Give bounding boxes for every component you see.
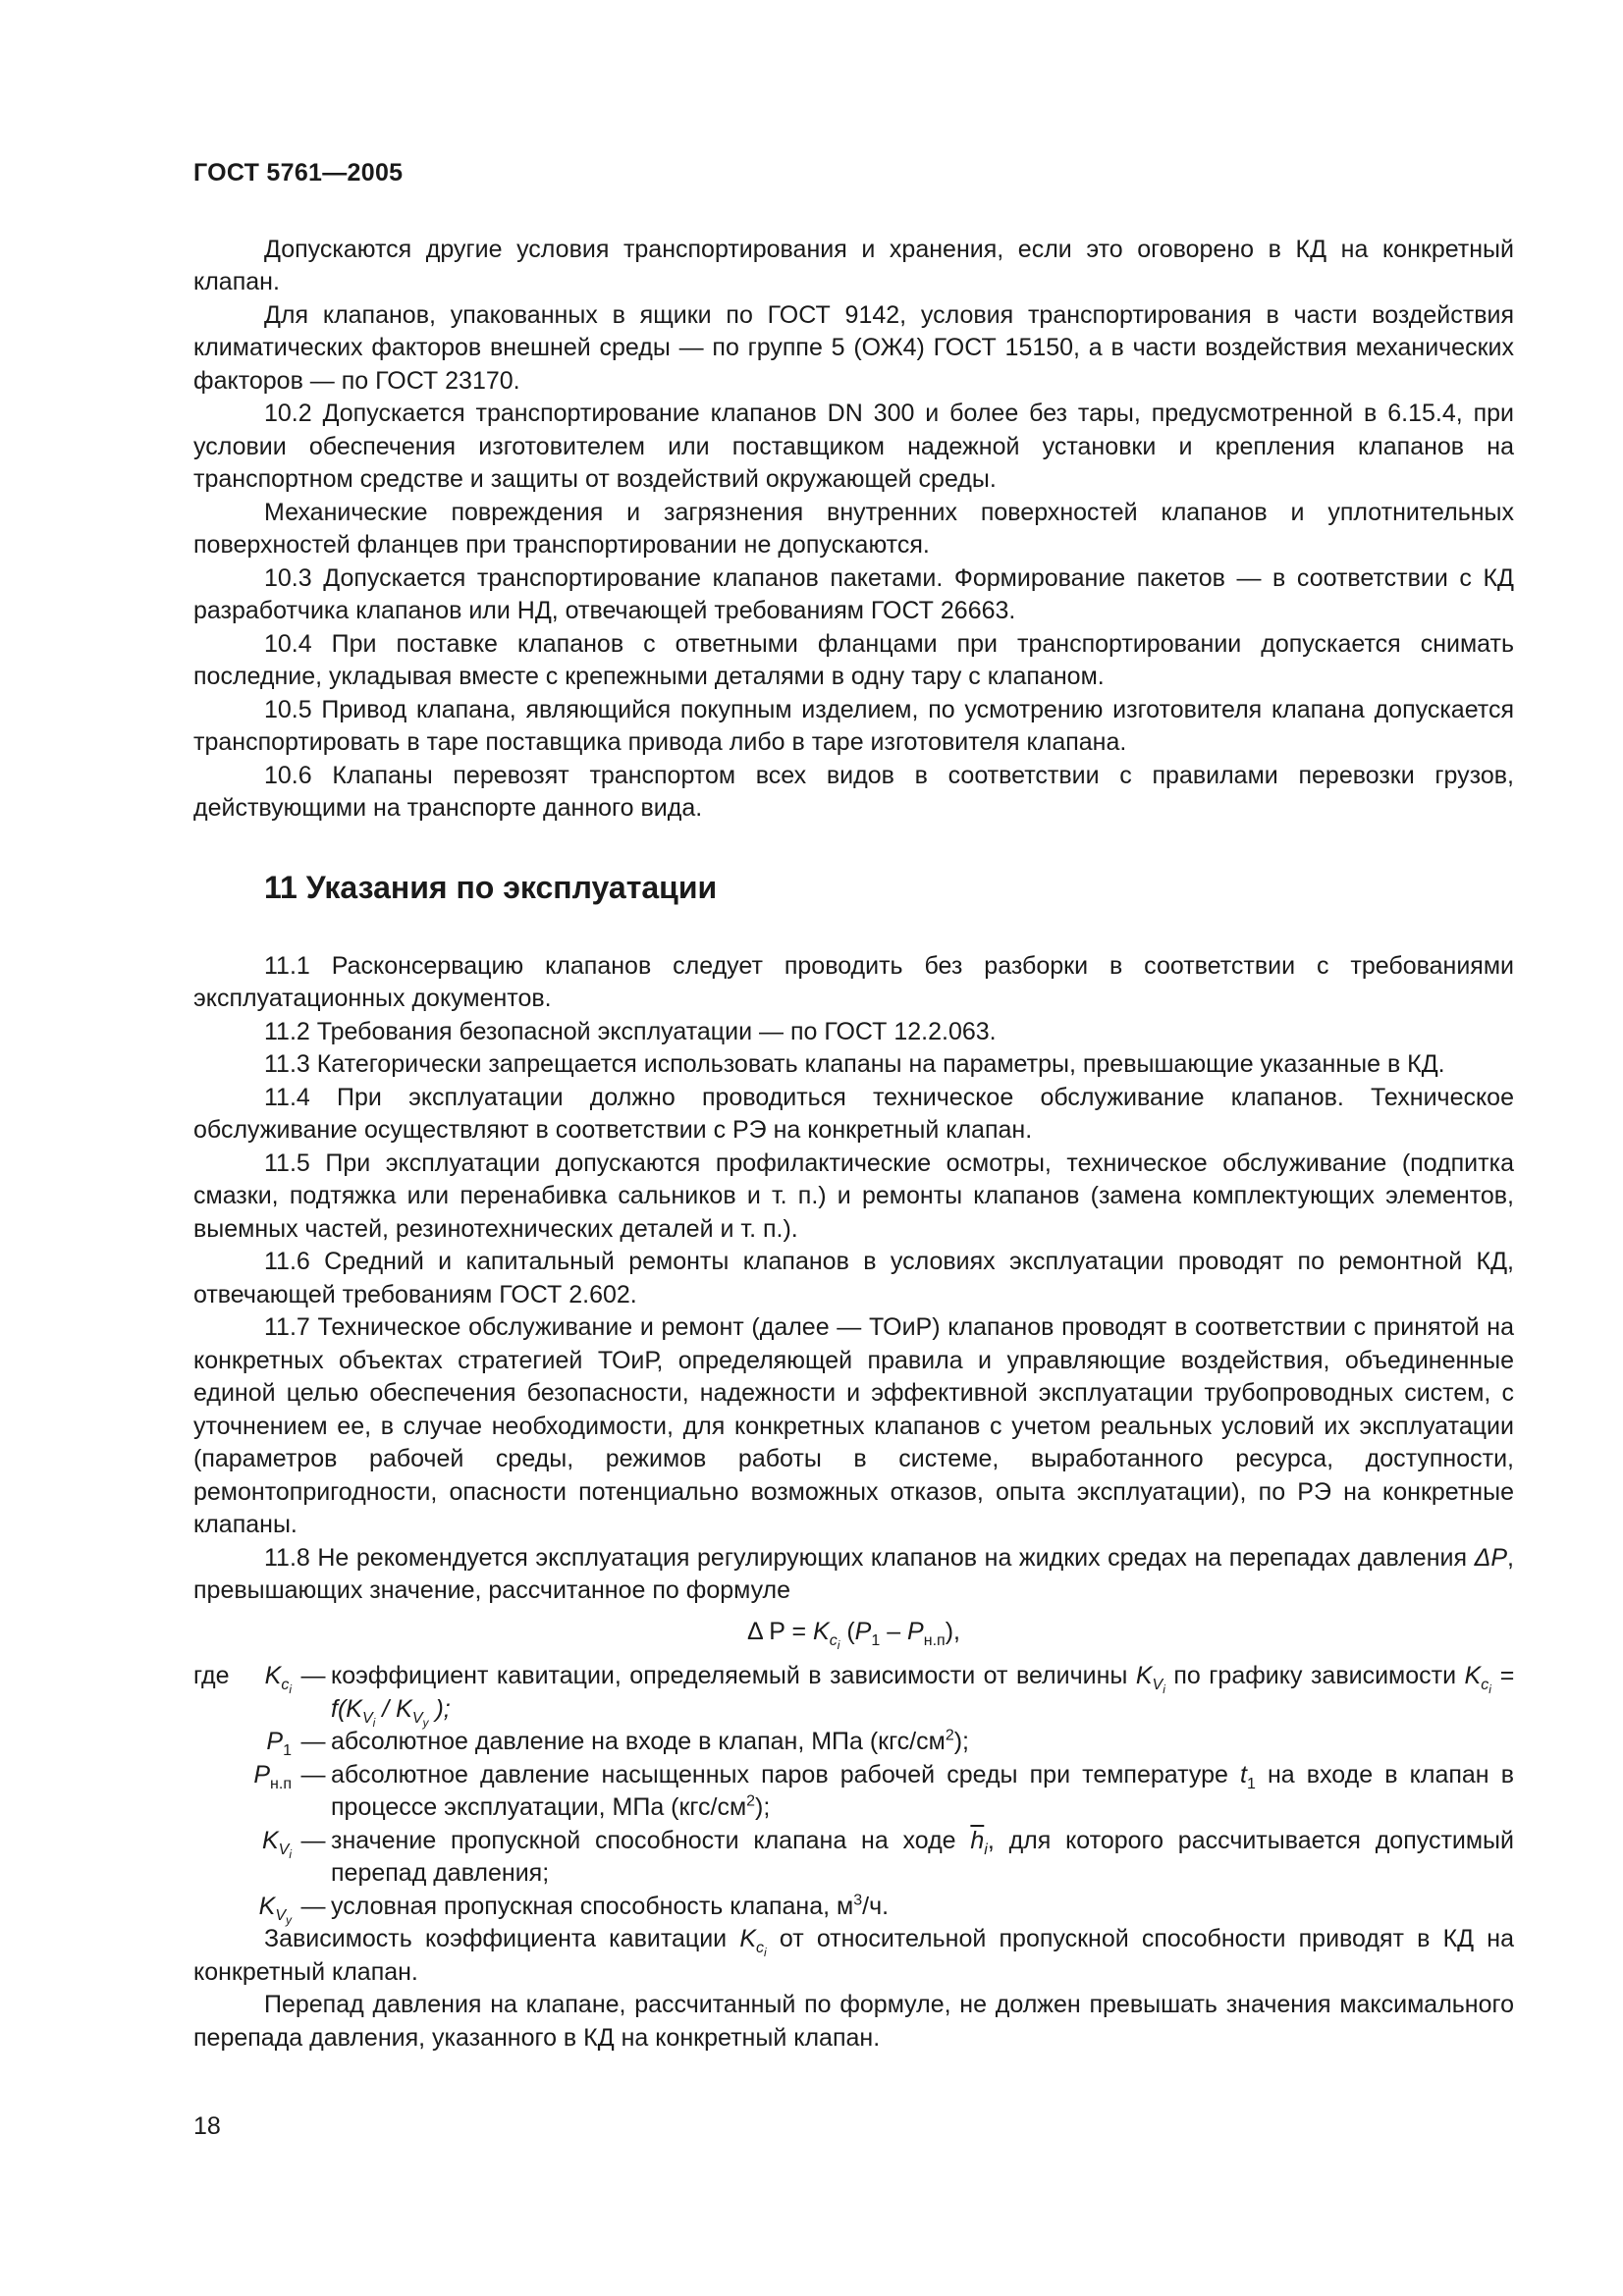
paragraph: Механические повреждения и загрязнения внутренних поверхностей клапанов и уплотнительных поверхностей фланцев при транспортировании не допускаются. [193, 498, 1514, 559]
delta-p-symbol: ΔP [1474, 1543, 1508, 1572]
paragraph-11-3: 11.3 Категорически запрещается использовать клапаны на параметры, превышающие указанные в КД. [264, 1050, 1445, 1078]
definition-dash: — [300, 1892, 326, 1920]
definition-kvi [193, 1825, 1514, 1891]
paragraph-11-7: 11.7 Техническое обслуживание и ремонт (далее — ТОиР) клапанов проводят в соответствии с принятой на конкретных объектах стратегией ТОиР, определяющей правила и управляющие воздействия, объединенные единой целью обеспечения безопасности, надежности и эффективной эксплуатации трубопроводных систем, с уточнением ее, в случае необходимости, для конкретных клапанов с учетом реальных условий их эксплуатации (параметров рабочей среды, режимов работы в системе, выработанного ресурса, доступности, ремонтопригодности, опасности потенциально возможных отказов, опыта эксплуатации), по РЭ на конкретные клапаны. [193, 1313, 1514, 1538]
definition-dash: — [300, 1662, 326, 1689]
where-label: где [193, 1662, 230, 1689]
definition-kci [193, 1660, 1514, 1730]
definition-symbol: $K_{V_y}$ [258, 1892, 292, 1927]
paragraph-10-5: 10.5 Привод клапана, являющийся покупным изделием, по усмотрению изготовителя клапана допускается транспортировать в таре поставщика привода либо в таре изготовителя клапана. [193, 695, 1514, 756]
paragraph-10-3: 10.3 Допускается транспортирование клапанов пакетами. Формирование пакетов — в соответствии с КД разработчика клапанов или НД, отвечающей требованиям ГОСТ 26663. [193, 563, 1514, 624]
definition-symbol: $P_{н.п}$ [253, 1760, 292, 1792]
paragraph-11-4: 11.4 При эксплуатации должно проводиться техническое обслуживание клапанов. Техническое обслуживание осуществляют в соответствии с РЭ на конкретный клапан. [193, 1083, 1514, 1144]
paragraph-10-6: 10.6 Клапаны перевозят транспортом всех видов в соответствии с правилами перевозки грузов, действующими на транспорте данного вида. [193, 761, 1514, 822]
paragraph: Допускаются другие условия транспортирования и хранения, если это оговорено в КД на конкретный клапан. [193, 235, 1514, 295]
definition-symbol: $P_1$ [266, 1728, 292, 1759]
definition-p1 [193, 1726, 1514, 1759]
paragraph-last: Перепад давления на клапане, рассчитанный по формуле, не должен превышать значения максимального перепада давления, указанного в КД на конкретный клапан. [193, 1991, 1514, 2052]
paragraph-10-2: 10.2 Допускается транспортирование клапанов DN 300 и более без тары, предусмотренной в 6.15.4, при условии обеспечения изготовителем или поставщиком надежной установки и крепления клапанов на транспортном средстве и защиты от воздействий окружающей среды. [193, 400, 1514, 493]
definition-dash: — [300, 1760, 326, 1789]
definition-symbol: $K_{c_i}$ [264, 1662, 292, 1697]
paragraph-11-1: 11.1 Расконсервацию клапанов следует проводить без разборки в соответствии с требованиями эксплуатационных документов. [193, 951, 1514, 1012]
page-number: 18 [193, 2112, 221, 2140]
paragraph-11-8: 11.8 Не рекомендуется эксплуатация регулирующих клапанов на жидких средах на перепадах давления ΔP, превышающих значение, рассчитанное по формуле [193, 1543, 1514, 1604]
paragraph-10-4: 10.4 При поставке клапанов с ответными фланцами при транспортировании допускается снимать последние, укладывая вместе с крепежными деталями в одну тару с клапаном. [193, 629, 1514, 690]
formula: Δ $P = K_{c_i}$ $(P_1 - P_{н.п})$, [747, 1617, 960, 1652]
section-title: 11 Указания по эксплуатации [264, 869, 718, 905]
definition-text: абсолютное давление насыщенных паров рабочей среды при температуре $t_1$ на входе в клапан в процессе эксплуатации, МПа $(кгс/см^2)$; [331, 1760, 1514, 1821]
definition-text: условная пропускная способность клапана, $м^3/ч$. [331, 1892, 890, 1920]
definition-text: коэффициент кавитации, определяемый в зависимости от величины $K_{V_i}$ по графику зависимости $K_{c_i} = f(K_{V_i} / K_{V_y}$ ); [331, 1662, 1514, 1730]
definition-text: абсолютное давление на входе в клапан, МПа $(кгс/см^2)$; [331, 1727, 970, 1755]
definition-kvy [193, 1891, 1514, 1927]
definition-text: значение пропускной способности клапана на ходе $\overline{h}_i$, для которого рассчитывается допустимый перепад давления; [331, 1826, 1514, 1887]
paragraph-11-6: 11.6 Средний и капитальный ремонты клапанов в условиях эксплуатации проводят по ремонтной КД, отвечающей требованиям ГОСТ 2.602. [193, 1248, 1514, 1308]
definition-dash: — [300, 1728, 326, 1755]
paragraph-11-2: 11.2 Требования безопасной эксплуатации — по ГОСТ 12.2.063. [264, 1017, 997, 1045]
document-header: ГОСТ 5761—2005 [193, 159, 404, 187]
definition-symbol: $K_{V_i}$ [261, 1826, 292, 1861]
definition-dash: — [300, 1826, 326, 1854]
definition-pnp [193, 1759, 1514, 1825]
paragraph: Для клапанов, упакованных в ящики по ГОСТ 9142, условия транспортирования в части воздействия климатических факторов внешней среды — по группе 5 (ОЖ4) ГОСТ 15150, а в части воздействия механических факторов — по ГОСТ 23170. [193, 300, 1514, 395]
document-page [193, 157, 1514, 2055]
paragraph-11-5: 11.5 При эксплуатации допускаются профилактические осмотры, техническое обслуживание (подпитка смазки, подтяжка или перенабивка сальников и т. п.) и ремонты клапанов (замена комплектующих элементов, выемных частей, резинотехнических деталей и т. п.). [193, 1148, 1514, 1243]
paragraph-dependence: Зависимость коэффициента кавитации $K_{c_i}$ от относительной пропускной способности приводят в КД на конкретный клапан. [193, 1925, 1514, 1986]
definitions-list [193, 1660, 1514, 1927]
